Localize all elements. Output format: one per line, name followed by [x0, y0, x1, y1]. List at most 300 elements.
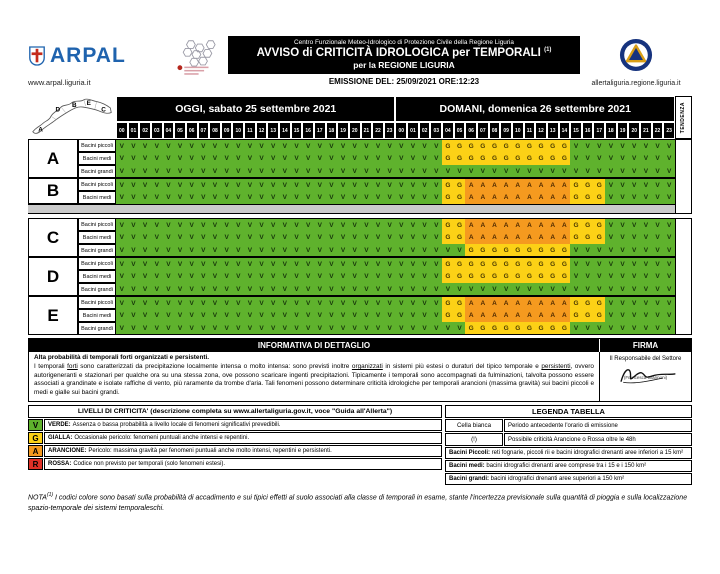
- criticity-cell: V: [116, 322, 128, 335]
- criticity-cell: A: [500, 309, 512, 322]
- arpal-shield-icon: [28, 45, 46, 67]
- criticity-cell: V: [477, 165, 489, 178]
- criticity-cell: V: [209, 218, 221, 231]
- criticity-cell: V: [419, 322, 431, 335]
- criticity-cell: V: [139, 191, 151, 204]
- basin-row-label: Bacini piccoli: [78, 218, 116, 231]
- criticity-cell: V: [267, 296, 279, 309]
- criticity-cell: V: [652, 309, 664, 322]
- hour-label: 12: [535, 122, 547, 139]
- criticity-cell: V: [395, 152, 407, 165]
- criticity-cell: V: [605, 283, 617, 296]
- criticity-cell: V: [174, 244, 186, 257]
- criticity-cell: G: [570, 296, 582, 309]
- civil-protection-logo-icon: [619, 38, 653, 72]
- criticity-cell: V: [419, 257, 431, 270]
- criticity-cell: V: [314, 283, 326, 296]
- criticity-cell: V: [198, 178, 210, 191]
- criticity-cell: V: [337, 178, 349, 191]
- criticity-cell: V: [198, 191, 210, 204]
- criticity-cell: V: [244, 309, 256, 322]
- legend-section: [28, 405, 692, 486]
- hour-label: 12: [256, 122, 268, 139]
- criticity-cell: A: [512, 296, 524, 309]
- criticity-cell: V: [605, 218, 617, 231]
- criticity-cell: V: [232, 244, 244, 257]
- criticity-cell: V: [337, 244, 349, 257]
- criticity-cell: V: [652, 296, 664, 309]
- criticity-cell: A: [465, 231, 477, 244]
- criticity-cell: V: [291, 283, 303, 296]
- criticity-cell: V: [174, 178, 186, 191]
- criticity-cell: V: [454, 322, 466, 335]
- criticity-cell: V: [395, 322, 407, 335]
- criticity-cell: V: [384, 165, 396, 178]
- criticity-cell: V: [361, 152, 373, 165]
- level-code-swatch: R: [28, 458, 43, 470]
- criticity-cell: V: [139, 309, 151, 322]
- criticity-cell: G: [500, 270, 512, 283]
- day-header-today: OGGI, sabato 25 settembre 2021: [116, 96, 395, 122]
- criticity-cell: V: [151, 152, 163, 165]
- criticity-cell: V: [395, 191, 407, 204]
- criticity-cell: V: [139, 165, 151, 178]
- criticity-cell: V: [302, 139, 314, 152]
- criticity-cell: V: [384, 178, 396, 191]
- criticity-cell: G: [465, 257, 477, 270]
- criticity-cell: V: [628, 191, 640, 204]
- criticity-cell: V: [267, 231, 279, 244]
- paragraph-text: sono caratterizzati da precipitazione localmente intensa o molto intensa: sono previsti inoltre: [77, 362, 352, 370]
- criticity-cell: V: [361, 191, 373, 204]
- basin-row-label: Bacini medi: [78, 191, 116, 204]
- criticity-cell: V: [291, 257, 303, 270]
- criticity-cell: V: [652, 257, 664, 270]
- criticity-cell: V: [174, 270, 186, 283]
- criticity-cell: V: [593, 322, 605, 335]
- criticity-cell: V: [128, 139, 140, 152]
- criticity-cell: V: [116, 244, 128, 257]
- criticity-cell: V: [442, 165, 454, 178]
- hour-label: 09: [221, 122, 233, 139]
- criticity-cell: V: [291, 231, 303, 244]
- criticity-cell: A: [477, 309, 489, 322]
- hour-label: 11: [524, 122, 536, 139]
- criticity-cell: V: [617, 152, 629, 165]
- criticity-cell: V: [186, 191, 198, 204]
- criticity-cell: V: [314, 322, 326, 335]
- criticity-cell: V: [570, 139, 582, 152]
- criticity-cell: V: [372, 270, 384, 283]
- map-zone-label: C: [101, 106, 106, 114]
- criticity-cell: V: [186, 257, 198, 270]
- criticity-cell: V: [186, 296, 198, 309]
- criticity-cell: V: [430, 191, 442, 204]
- criticity-cell: A: [489, 231, 501, 244]
- criticity-cell: V: [279, 152, 291, 165]
- criticity-cell: V: [582, 283, 594, 296]
- criticity-cell: V: [256, 322, 268, 335]
- criticity-cell: V: [232, 309, 244, 322]
- criticity-cell: V: [361, 165, 373, 178]
- criticity-cell: A: [547, 231, 559, 244]
- hour-label: 11: [244, 122, 256, 139]
- hour-label: 18: [326, 122, 338, 139]
- agency-hex-logo: [166, 36, 228, 87]
- criticity-cell: V: [326, 178, 338, 191]
- criticity-cell: V: [395, 283, 407, 296]
- criticity-cell: V: [163, 296, 175, 309]
- hour-label: 07: [477, 122, 489, 139]
- criticity-cell: V: [663, 244, 675, 257]
- level-code-swatch: V: [28, 419, 43, 431]
- hour-label: 23: [384, 122, 396, 139]
- criticity-cell: V: [163, 165, 175, 178]
- criticity-cell: V: [593, 152, 605, 165]
- criticity-cell: V: [477, 283, 489, 296]
- criticity-cell: V: [349, 139, 361, 152]
- criticity-cell: G: [512, 257, 524, 270]
- criticity-cell: V: [151, 231, 163, 244]
- criticity-cell: G: [535, 322, 547, 335]
- tendenza-label: TENDENZA: [680, 101, 687, 134]
- criticity-cell: V: [570, 283, 582, 296]
- hour-label: 18: [605, 122, 617, 139]
- map-zone-label: D: [55, 106, 61, 114]
- criticity-cell: V: [232, 296, 244, 309]
- signer-name: (Francesca Giannoni): [623, 375, 668, 380]
- criticity-cell: V: [186, 270, 198, 283]
- criticity-cell: V: [267, 270, 279, 283]
- criticity-cell: V: [221, 191, 233, 204]
- criticity-cell: V: [419, 309, 431, 322]
- criticity-cell: V: [139, 322, 151, 335]
- criticity-cell: V: [640, 165, 652, 178]
- liguria-zones-map: [28, 96, 116, 139]
- criticity-cell: V: [221, 283, 233, 296]
- criticity-cell: V: [593, 139, 605, 152]
- criticity-cell: V: [209, 178, 221, 191]
- criticity-cell: A: [547, 191, 559, 204]
- basin-row-label: Bacini medi: [78, 270, 116, 283]
- criticity-cell: V: [326, 244, 338, 257]
- criticity-cell: V: [151, 218, 163, 231]
- criticity-cell: V: [419, 283, 431, 296]
- criticity-cell: V: [302, 152, 314, 165]
- criticity-cell: G: [524, 244, 536, 257]
- criticity-cell: G: [500, 152, 512, 165]
- criticity-cell: V: [314, 165, 326, 178]
- hour-label: 15: [570, 122, 582, 139]
- criticity-cell: V: [198, 218, 210, 231]
- criticity-cell: V: [512, 283, 524, 296]
- criticity-cell: V: [582, 270, 594, 283]
- criticity-cell: V: [559, 283, 571, 296]
- criticity-cell: V: [267, 322, 279, 335]
- criticity-cell: V: [337, 165, 349, 178]
- criticity-cell: V: [372, 231, 384, 244]
- criticity-cell: V: [302, 244, 314, 257]
- criticity-cell: V: [582, 257, 594, 270]
- legend-basin-row: Bacini medi: bacini idrografici drenanti aree comprese tra i 15 e i 150 km²: [445, 460, 692, 472]
- basin-row-label: Bacini grandi: [78, 322, 116, 335]
- criticity-cell: A: [477, 178, 489, 191]
- criticity-cell: V: [256, 283, 268, 296]
- criticity-cell: G: [454, 296, 466, 309]
- level-description: ROSSA: Codice non previsto per temporali (solo fenomeni estesi).: [44, 458, 442, 470]
- criticity-cell: V: [279, 178, 291, 191]
- paragraph-text: in sistemi più estesi o duraturi del tipico temporale e: [382, 362, 542, 370]
- criticity-cell: V: [314, 309, 326, 322]
- criticity-cell: V: [291, 218, 303, 231]
- criticity-cell: V: [419, 165, 431, 178]
- criticity-cell: A: [547, 178, 559, 191]
- hour-label: 10: [512, 122, 524, 139]
- criticity-cell: V: [361, 218, 373, 231]
- criticity-cell: V: [430, 178, 442, 191]
- criticity-cell: V: [559, 165, 571, 178]
- criticity-cell: V: [291, 139, 303, 152]
- criticity-cell: A: [535, 296, 547, 309]
- criticity-cell: V: [605, 231, 617, 244]
- criticity-cell: V: [652, 218, 664, 231]
- criticity-cell: V: [279, 139, 291, 152]
- criticity-cell: V: [605, 257, 617, 270]
- criticity-cell: G: [489, 322, 501, 335]
- no-basin-filler: [28, 204, 675, 214]
- criticity-cell: V: [291, 296, 303, 309]
- criticity-cell: V: [116, 165, 128, 178]
- criticity-cell: V: [326, 270, 338, 283]
- criticity-cell: V: [337, 231, 349, 244]
- criticity-cell: V: [302, 296, 314, 309]
- criticity-cell: V: [605, 309, 617, 322]
- criticity-cell: A: [559, 218, 571, 231]
- bulletin-title: AVVISO di CRITICITÀ IDROLOGICA per TEMPORALI $^{(1)}$: [256, 47, 552, 59]
- criticity-cell: V: [267, 257, 279, 270]
- hour-label: 21: [640, 122, 652, 139]
- criticity-cell: V: [489, 283, 501, 296]
- hour-label: 20: [628, 122, 640, 139]
- criticity-cell: V: [151, 257, 163, 270]
- criticity-cell: V: [652, 270, 664, 283]
- criticity-cell: V: [116, 296, 128, 309]
- criticity-cell: V: [582, 165, 594, 178]
- criticity-cell: V: [139, 152, 151, 165]
- criticity-cell: V: [244, 218, 256, 231]
- criticity-cell: V: [442, 244, 454, 257]
- zone-letter: C: [28, 218, 78, 257]
- criticity-cell: A: [524, 296, 536, 309]
- criticity-cell: V: [279, 165, 291, 178]
- legend-basin-row: Bacini grandi: bacini idrografici drenanti aree superiori a 150 km²: [445, 473, 692, 485]
- criticity-cell: V: [628, 152, 640, 165]
- criticity-cell: G: [559, 244, 571, 257]
- criticity-cell: V: [128, 309, 140, 322]
- criticity-cell: V: [349, 296, 361, 309]
- criticity-cell: A: [535, 178, 547, 191]
- criticity-cell: V: [221, 296, 233, 309]
- criticity-cell: V: [116, 270, 128, 283]
- criticity-cell: G: [442, 178, 454, 191]
- criticity-cell: V: [244, 139, 256, 152]
- criticity-cell: G: [454, 309, 466, 322]
- criticity-cell: V: [349, 244, 361, 257]
- criticity-cell: V: [139, 244, 151, 257]
- criticity-cell: V: [430, 270, 442, 283]
- criticity-cell: G: [442, 139, 454, 152]
- criticity-cell: V: [139, 296, 151, 309]
- criticity-cell: V: [430, 218, 442, 231]
- criticity-cell: A: [489, 191, 501, 204]
- criticity-cell: A: [489, 178, 501, 191]
- criticity-cell: V: [116, 283, 128, 296]
- footnote-ref: (1): [46, 492, 54, 499]
- criticity-cell: V: [617, 165, 629, 178]
- criticity-cell: A: [535, 231, 547, 244]
- criticity-cell: G: [477, 322, 489, 335]
- criticity-cell: G: [593, 178, 605, 191]
- hour-label: 16: [302, 122, 314, 139]
- legend-pair-row: [445, 433, 692, 446]
- criticity-cell: V: [628, 244, 640, 257]
- title-footnote-ref: (1): [544, 47, 552, 54]
- criticity-cell: V: [361, 178, 373, 191]
- criticity-cell: V: [395, 270, 407, 283]
- criticity-cell: V: [186, 139, 198, 152]
- criticity-cell: A: [465, 178, 477, 191]
- criticity-cell: A: [535, 191, 547, 204]
- criticity-cell: V: [617, 309, 629, 322]
- criticity-cell: V: [617, 231, 629, 244]
- criticity-cell: V: [174, 322, 186, 335]
- hour-label: 19: [337, 122, 349, 139]
- criticity-cell: V: [337, 152, 349, 165]
- criticity-cell: V: [570, 322, 582, 335]
- signature-icon: [617, 363, 679, 387]
- criticity-cell: V: [232, 283, 244, 296]
- criticity-cell: V: [582, 152, 594, 165]
- criticity-cell: V: [663, 257, 675, 270]
- criticity-cell: V: [372, 152, 384, 165]
- criticity-cell: A: [524, 231, 536, 244]
- zone-letter: E: [28, 296, 78, 335]
- criticity-cell: V: [128, 244, 140, 257]
- criticity-cell: G: [477, 244, 489, 257]
- criticity-cell: V: [279, 322, 291, 335]
- criticity-cell: V: [361, 139, 373, 152]
- criticity-cell: A: [524, 191, 536, 204]
- criticity-cell: V: [395, 231, 407, 244]
- criticity-cell: V: [628, 309, 640, 322]
- criticity-cell: V: [279, 296, 291, 309]
- criticity-cell: A: [477, 218, 489, 231]
- criticity-cell: V: [267, 178, 279, 191]
- criticity-cell: V: [628, 296, 640, 309]
- level-code-swatch: A: [28, 445, 43, 457]
- criticity-cell: G: [489, 257, 501, 270]
- criticity-cell: V: [349, 283, 361, 296]
- criticity-cell: V: [279, 270, 291, 283]
- title-region: per la REGIONE LIGURIA: [353, 60, 455, 70]
- criticity-cell: V: [128, 296, 140, 309]
- criticity-cell: G: [442, 257, 454, 270]
- criticity-cell: V: [384, 296, 396, 309]
- criticity-cell: V: [326, 257, 338, 270]
- criticity-cell: G: [500, 139, 512, 152]
- criticity-cell: V: [640, 244, 652, 257]
- criticity-cell: V: [663, 231, 675, 244]
- criticity-cell: V: [163, 283, 175, 296]
- criticity-cell: V: [617, 244, 629, 257]
- criticity-cell: V: [605, 139, 617, 152]
- criticity-cell: G: [465, 244, 477, 257]
- criticity-cell: V: [640, 218, 652, 231]
- arpal-url-link[interactable]: www.arpal.liguria.it: [28, 78, 91, 87]
- basin-row-label: Bacini grandi: [78, 244, 116, 257]
- criticity-cell: V: [267, 244, 279, 257]
- criticity-cell: V: [209, 257, 221, 270]
- basin-row-label: Bacini grandi: [78, 165, 116, 178]
- criticity-cell: G: [524, 139, 536, 152]
- hour-label: 01: [407, 122, 419, 139]
- criticity-cell: V: [372, 165, 384, 178]
- criticity-cell: V: [395, 165, 407, 178]
- criticity-cell: V: [349, 231, 361, 244]
- allerta-url-link[interactable]: allertaliguria.regione.liguria.it: [591, 80, 681, 87]
- criticity-cell: V: [407, 283, 419, 296]
- criticity-cell: V: [570, 270, 582, 283]
- criticity-cell: V: [512, 165, 524, 178]
- criticity-cell: G: [535, 244, 547, 257]
- basin-row-label: Bacini piccoli: [78, 296, 116, 309]
- criticity-cell: V: [291, 165, 303, 178]
- criticity-cell: A: [547, 296, 559, 309]
- legend-pair-value: Periodo antecedente l'orario di emissione: [504, 419, 692, 432]
- criticity-cell: V: [116, 231, 128, 244]
- underlined-term: persistenti: [541, 362, 571, 370]
- criticity-cell: A: [559, 178, 571, 191]
- criticity-cell: V: [617, 270, 629, 283]
- criticity-cell: V: [372, 257, 384, 270]
- criticity-cell: G: [477, 152, 489, 165]
- criticity-cell: V: [547, 283, 559, 296]
- criticity-cell: V: [326, 296, 338, 309]
- criticity-cell: V: [232, 231, 244, 244]
- criticity-cell: V: [419, 244, 431, 257]
- hour-label: 22: [372, 122, 384, 139]
- criticity-cell: V: [163, 244, 175, 257]
- criticity-cell: V: [279, 283, 291, 296]
- criticity-cell: V: [232, 270, 244, 283]
- criticity-cell: V: [128, 165, 140, 178]
- criticity-cell: V: [151, 178, 163, 191]
- level-code-swatch: G: [28, 432, 43, 444]
- criticity-cell: V: [640, 178, 652, 191]
- criticity-cell: G: [500, 244, 512, 257]
- level-description: VERDE: Assenza o bassa probabilità a livello locale di fenomeni significativi prevedibili.: [44, 419, 442, 431]
- informativa-paragraph: [34, 363, 594, 398]
- underlined-term: organizzati: [351, 362, 383, 370]
- criticity-cell: G: [547, 152, 559, 165]
- hour-label: 05: [174, 122, 186, 139]
- criticity-cell: V: [174, 191, 186, 204]
- criticity-cell: V: [186, 231, 198, 244]
- criticity-cell: A: [547, 309, 559, 322]
- criticity-cell: V: [291, 270, 303, 283]
- criticity-cell: V: [198, 139, 210, 152]
- criticity-cell: V: [302, 218, 314, 231]
